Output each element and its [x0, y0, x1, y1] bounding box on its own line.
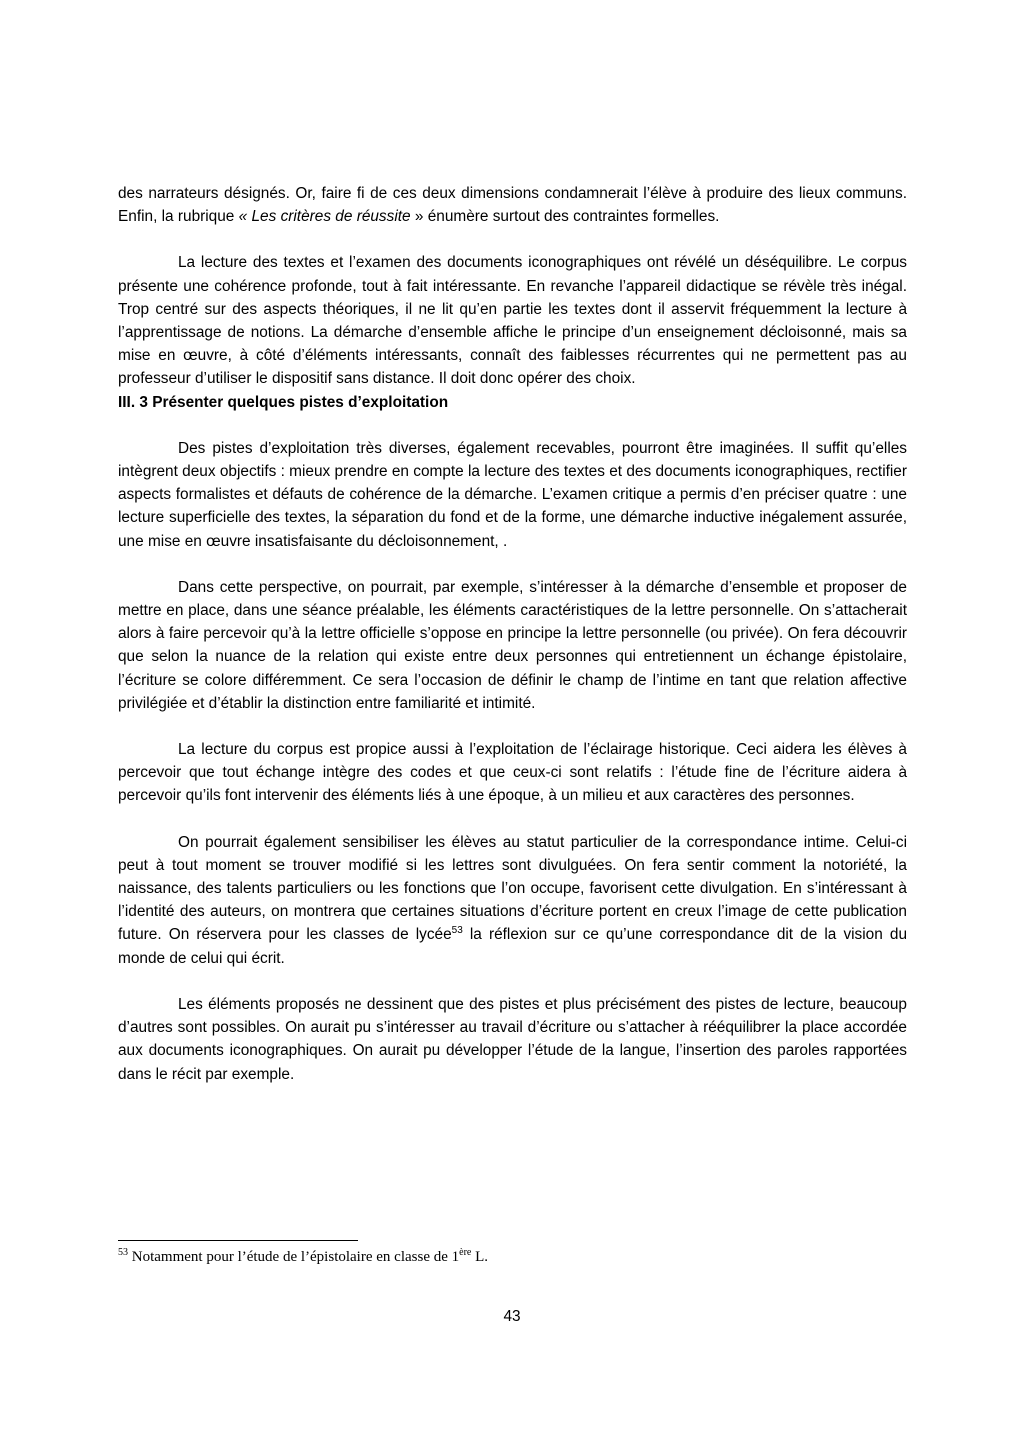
footnote-number: 53	[118, 1247, 128, 1258]
footnote-reference: 53	[451, 925, 463, 937]
paragraph-1-end: » énumère surtout des contraintes formelles.	[410, 208, 720, 226]
page-number: 43	[503, 1308, 521, 1325]
paragraph-7: Les éléments proposés ne dessinent que des pistes et plus précisément des pistes de lecture, beaucoup d’autres sont possibles. On aurait pu s’intéresser au travail d’écriture ou s’attacher à rééquilibrer la place accordée aux documents iconographiques. On aurait pu développer l’étude de la langue, l’insertion des paroles rapportées dans le récit par exemple.	[118, 995, 907, 1083]
footnote-text: Notamment pour l’étude de l’épistolaire en classe de 1	[128, 1249, 460, 1265]
section-heading: III. 3 Présenter quelques pistes d’exploitation	[118, 393, 449, 411]
page-body	[118, 182, 907, 1086]
footnote-end: L.	[471, 1249, 489, 1265]
paragraph-5: La lecture du corpus est propice aussi à l’exploitation de l’éclairage historique. Ceci aidera les élèves à percevoir que tout échange intègre des codes et que ceux-ci sont relatifs : l’étude fine de l’écriture aidera à percevoir qu’ils font intervenir des éléments liés à une époque, à un milieu et aux caractères des personnes.	[118, 741, 907, 805]
paragraph-4: Dans cette perspective, on pourrait, par exemple, s’intéresser à la démarche d’ensemble et proposer de mettre en place, dans une séance préalable, les éléments caractéristiques de la lettre personnelle. On s’attacherait alors à faire percevoir qu’à la lettre officielle s’oppose en principe la lettre personnelle (ou privée). On fera découvrir que selon la nuance de la relation qui existe entre deux personnes qui entretiennent un échange épistolaire, l’écriture se colore différemment. Ce sera l’occasion de définir le champ de l’intime en tant que relation affective privilégiée et d’établir la distinction entre familiarité et intimité.	[118, 578, 907, 712]
paragraph-1-italic: « Les critères de réussite	[238, 208, 411, 226]
footnote	[118, 1247, 488, 1267]
paragraph-2: La lecture des textes et l’examen des documents iconographiques ont révélé un déséquilibre. Le corpus présente une cohérence profonde, tout à fait intéressante. En revanche l’appareil didactique se révèle très inégal. Trop centré sur des aspects théoriques, il ne lit qu’en partie les textes dont il asservit fréquemment la lecture à l’apprentissage de notions. La démarche d’ensemble affiche le principe d’un enseignement décloisonné, mais sa mise en œuvre, à côté d’éléments intéressants, connaît des faiblesses récurrentes qui ne permettent pas au professeur d’utiliser le dispositif sans distance. Il doit donc opérer des choix.	[118, 254, 907, 388]
paragraph-1	[118, 182, 907, 228]
paragraph-6-text: On pourrait également sensibiliser les élèves au statut particulier de la correspondance intime. Celui-ci peut à tout moment se trouver modifié si les lettres sont divulguées. On fera sentir comment la notoriété, la naissance, des talents particuliers ou les fonctions que l’on occupe, favorisent cette divulgation. En s’intéressant à l’identité des auteurs, on montrera que certaines situations d’écriture portent en creux l’image de cette publication future. On réservera pour les classes de lycée	[118, 833, 907, 944]
paragraph-6	[118, 831, 907, 970]
footnote-superscript: ère	[459, 1247, 472, 1258]
paragraph-6-end: la réflexion sur ce qu’une correspondance dit de la vision du monde de celui qui écrit.	[118, 926, 908, 967]
paragraph-1-text: des narrateurs désignés. Or, faire fi de ces deux dimensions condamnerait l’élève à produire des lieux communs. Enfin, la rubrique	[118, 185, 907, 226]
footnote-divider	[118, 1240, 358, 1241]
paragraph-3: Des pistes d’exploitation très diverses, également recevables, pourront être imaginées. Il suffit qu’elles intègrent deux objectifs : mieux prendre en compte la lecture des textes et des documents iconographiques, rectifier aspects formalistes et défauts de cohérence de la démarche. L’examen critique a permis d’en préciser quatre : une lecture superficielle des textes, la séparation du fond et de la forme, une démarche inductive inégalement assurée, une mise en œuvre insatisfaisante du décloisonnement, .	[118, 439, 907, 550]
